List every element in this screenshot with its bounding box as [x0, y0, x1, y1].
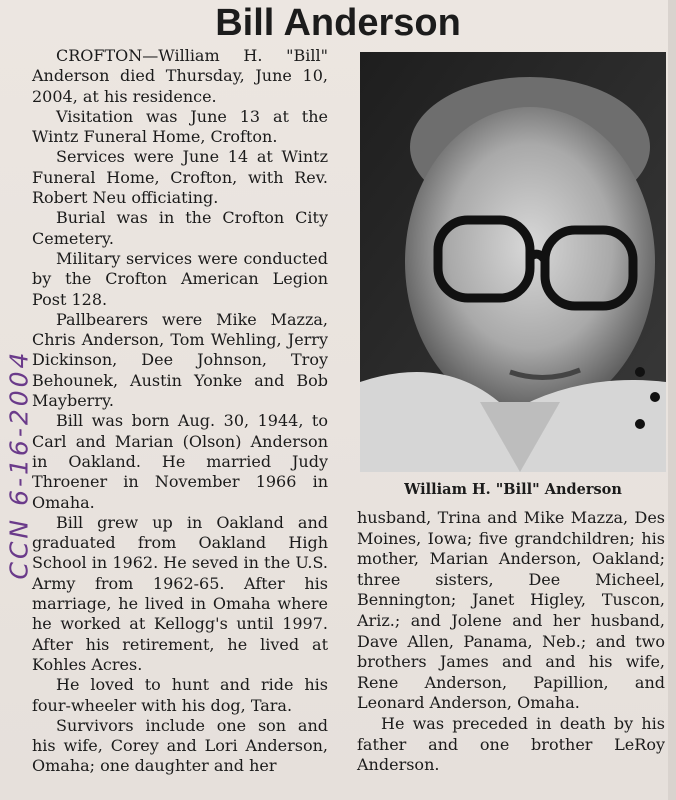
obituary-column-2: [357, 508, 665, 776]
portrait-photo: [360, 52, 666, 472]
obituary-headline: Bill Anderson: [215, 2, 461, 44]
obituary-column-1: [32, 46, 328, 777]
paragraph: Burial was in the Crofton City Cemetery.: [32, 208, 328, 248]
paragraph: Military services were conducted by the Crofton American Legion Post 128.: [32, 248, 328, 309]
paragraph: husband, Trina and Mike Mazza, Des Moines, Iowa; five grandchildren; his mother, Marian Anderson, Oakland; three sisters, Dee Micheel, Bennington; Janet Higley, Tuscon, Ariz.; and Jolene and her husband, Dave Allen, Panama, Neb.; and two brothers James and and his wife, Rene Anderson, Papillion, and Leonard Anderson, Omaha.: [357, 508, 665, 713]
paragraph: Bill was born Aug. 30, 1944, to Carl and Marian (Olson) Anderson in Oakland. He married Judy Throener in November 1966 in Omaha.: [32, 411, 328, 512]
paragraph: Services were June 14 at Wintz Funeral Home, Crofton, with Rev. Robert Neu officiating.: [32, 147, 328, 208]
handwritten-date-note: CCN 6-16-2004: [4, 349, 34, 580]
paragraph: Bill grew up in Oakland and graduated from Oakland High School in 1962. He seved in the U.S. Army from 1962-65. After his marriage, he lived in Omaha where he worked at Kellogg's until 1997. After his retirement, he lived at Kohles Acres.: [32, 512, 328, 674]
paragraph: Pallbearers were Mike Mazza, Chris Anderson, Tom Wehling, Jerry Dickinson, Dee Johnson, Troy Behounek, Austin Yonke and Bob Mayberry.: [32, 309, 328, 411]
paragraph: Visitation was June 13 at the Wintz Funeral Home, Crofton.: [32, 106, 328, 147]
portrait-image: [360, 52, 666, 472]
paragraph: CROFTON—William H. "Bill" Anderson died Thursday, June 10, 2004, at his residence.: [32, 46, 328, 106]
photo-caption: William H. "Bill" Anderson: [404, 481, 622, 498]
paper-edge: [668, 0, 676, 800]
paragraph: He loved to hunt and ride his four-wheeler with his dog, Tara.: [32, 675, 328, 715]
paragraph: Survivors include one son and his wife, Corey and Lori Anderson, Omaha; one daughter and her: [32, 715, 328, 776]
paragraph: He was preceded in death by his father and one brother LeRoy Anderson.: [357, 713, 665, 775]
